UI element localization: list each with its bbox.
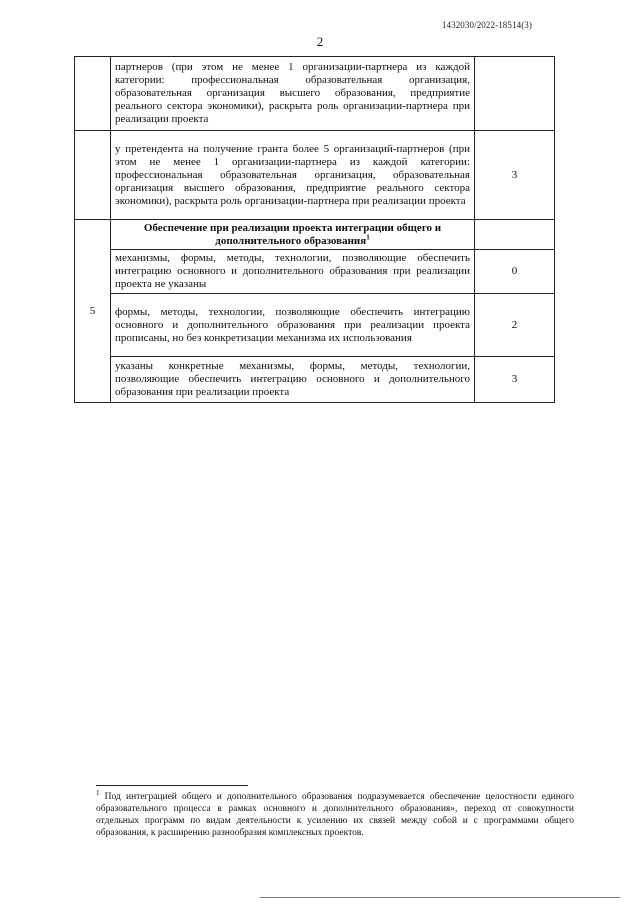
score-cell: 3 (475, 357, 555, 403)
criteria-table (74, 56, 555, 403)
criterion-description: указаны конкретные механизмы, формы, методы, технологии, позволяющие обеспечить интеграцию основного и дополнительного образования при реализации проекта (111, 357, 475, 403)
row-number-cell (75, 131, 111, 220)
footnote-divider (96, 785, 248, 786)
criterion-description: партнеров (при этом не менее 1 организации-партнера из каждой категории: профессиональная образовательная организация, образовательная организация высшего образования, предприятие реального сектора экономики), раскрыта роль организации-партнера при реализации проекта (111, 57, 475, 131)
table-row (75, 131, 555, 220)
footnote (96, 788, 574, 839)
score-cell (475, 220, 555, 250)
section-number: 5 (75, 220, 111, 403)
score-cell: 0 (475, 250, 555, 294)
table-row (75, 250, 555, 294)
criterion-description: механизмы, формы, методы, технологии, позволяющие обеспечить интеграцию основного и дополнительного образования при реализации проекта не указаны (111, 250, 475, 294)
score-cell: 2 (475, 294, 555, 357)
section-heading-row (75, 220, 555, 250)
score-cell: 3 (475, 131, 555, 220)
section-heading: Обеспечение при реализации проекта интеграции общего и дополнительного образования$^1$ (111, 220, 475, 250)
score-cell (475, 57, 555, 131)
table-row (75, 294, 555, 357)
document-id: 1432030/2022-18514(3) (441, 20, 532, 30)
criterion-description: формы, методы, технологии, позволяющие обеспечить интеграцию основного и дополнительного образования при реализации проекта прописаны, но без конкретизации механизма их использования (111, 294, 475, 357)
row-number-cell (75, 57, 111, 131)
footnote-text: Под интеграцией общего и дополнительного образования подразумевается обеспечение целостности единого образовательного процесса в рамках основного и дополнительного образования», переход от совокупности отдельных программ по видам деятельности к усилению их связей между собой и с программами общего образования, к расширению разнообразия комплексных проектов. (96, 792, 574, 838)
page-bottom-line (260, 897, 620, 898)
page-number: 2 (316, 34, 324, 49)
table-row (75, 57, 555, 131)
table-row (75, 357, 555, 403)
footnote-ref: 1 (366, 232, 370, 241)
footnote-marker: 1 (96, 788, 100, 797)
criterion-description: у претендента на получение гранта более 5 организаций-партнеров (при этом не менее 1 организации-партнера из каждой категории: профессиональная образовательная организация, образовательная организация высшего образования, предприятие реального сектора экономики), раскрыта роль организации-партнера при реализации проекта (111, 131, 475, 220)
